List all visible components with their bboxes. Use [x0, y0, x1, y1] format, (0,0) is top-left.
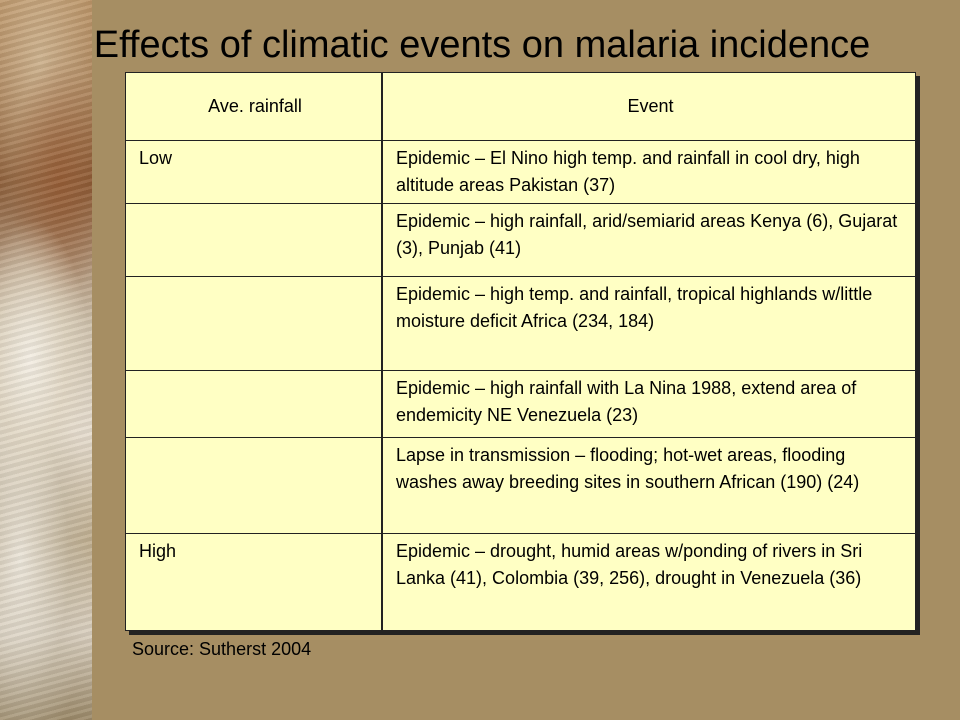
table-row	[126, 371, 916, 438]
header-rainfall: Ave. rainfall	[126, 73, 382, 141]
source-citation: Source: Sutherst 2004	[132, 639, 312, 659]
table-row	[126, 204, 916, 277]
slide-title-text: Effects of climatic events on malaria incidence	[93, 24, 871, 66]
decorative-painting	[0, 0, 92, 720]
rainfall-cell	[126, 277, 382, 371]
rainfall-cell	[126, 204, 382, 277]
rainfall-cell	[126, 371, 382, 438]
events-table	[125, 72, 916, 631]
table-row	[126, 534, 916, 631]
event-cell: Epidemic – El Nino high temp. and rainfall in cool dry, high altitude areas Pakistan (37)	[383, 141, 916, 204]
table-header-row	[126, 73, 916, 141]
table-row	[126, 141, 916, 204]
table-row	[126, 277, 916, 371]
event-cell: Epidemic – high rainfall with La Nina 1988, extend area of endemicity NE Venezuela (23)	[383, 371, 916, 438]
rainfall-cell	[126, 438, 382, 534]
header-event: Event	[383, 73, 916, 141]
rainfall-cell: Low	[126, 141, 382, 204]
event-cell: Epidemic – high temp. and rainfall, tropical highlands w/little moisture deficit Africa (234, 184)	[383, 277, 916, 371]
rainfall-cell: High	[126, 534, 382, 631]
event-cell: Epidemic – drought, humid areas w/ponding of rivers in Sri Lanka (41), Colombia (39, 256), drought in Venezuela (36)	[383, 534, 916, 631]
event-cell: Lapse in transmission – flooding; hot-wet areas, flooding washes away breeding sites in southern African (190) (24)	[383, 438, 916, 534]
slide-title	[0, 24, 960, 67]
table-row	[126, 438, 916, 534]
event-cell: Epidemic – high rainfall, arid/semiarid areas Kenya (6), Gujarat (3), Punjab (41)	[383, 204, 916, 277]
